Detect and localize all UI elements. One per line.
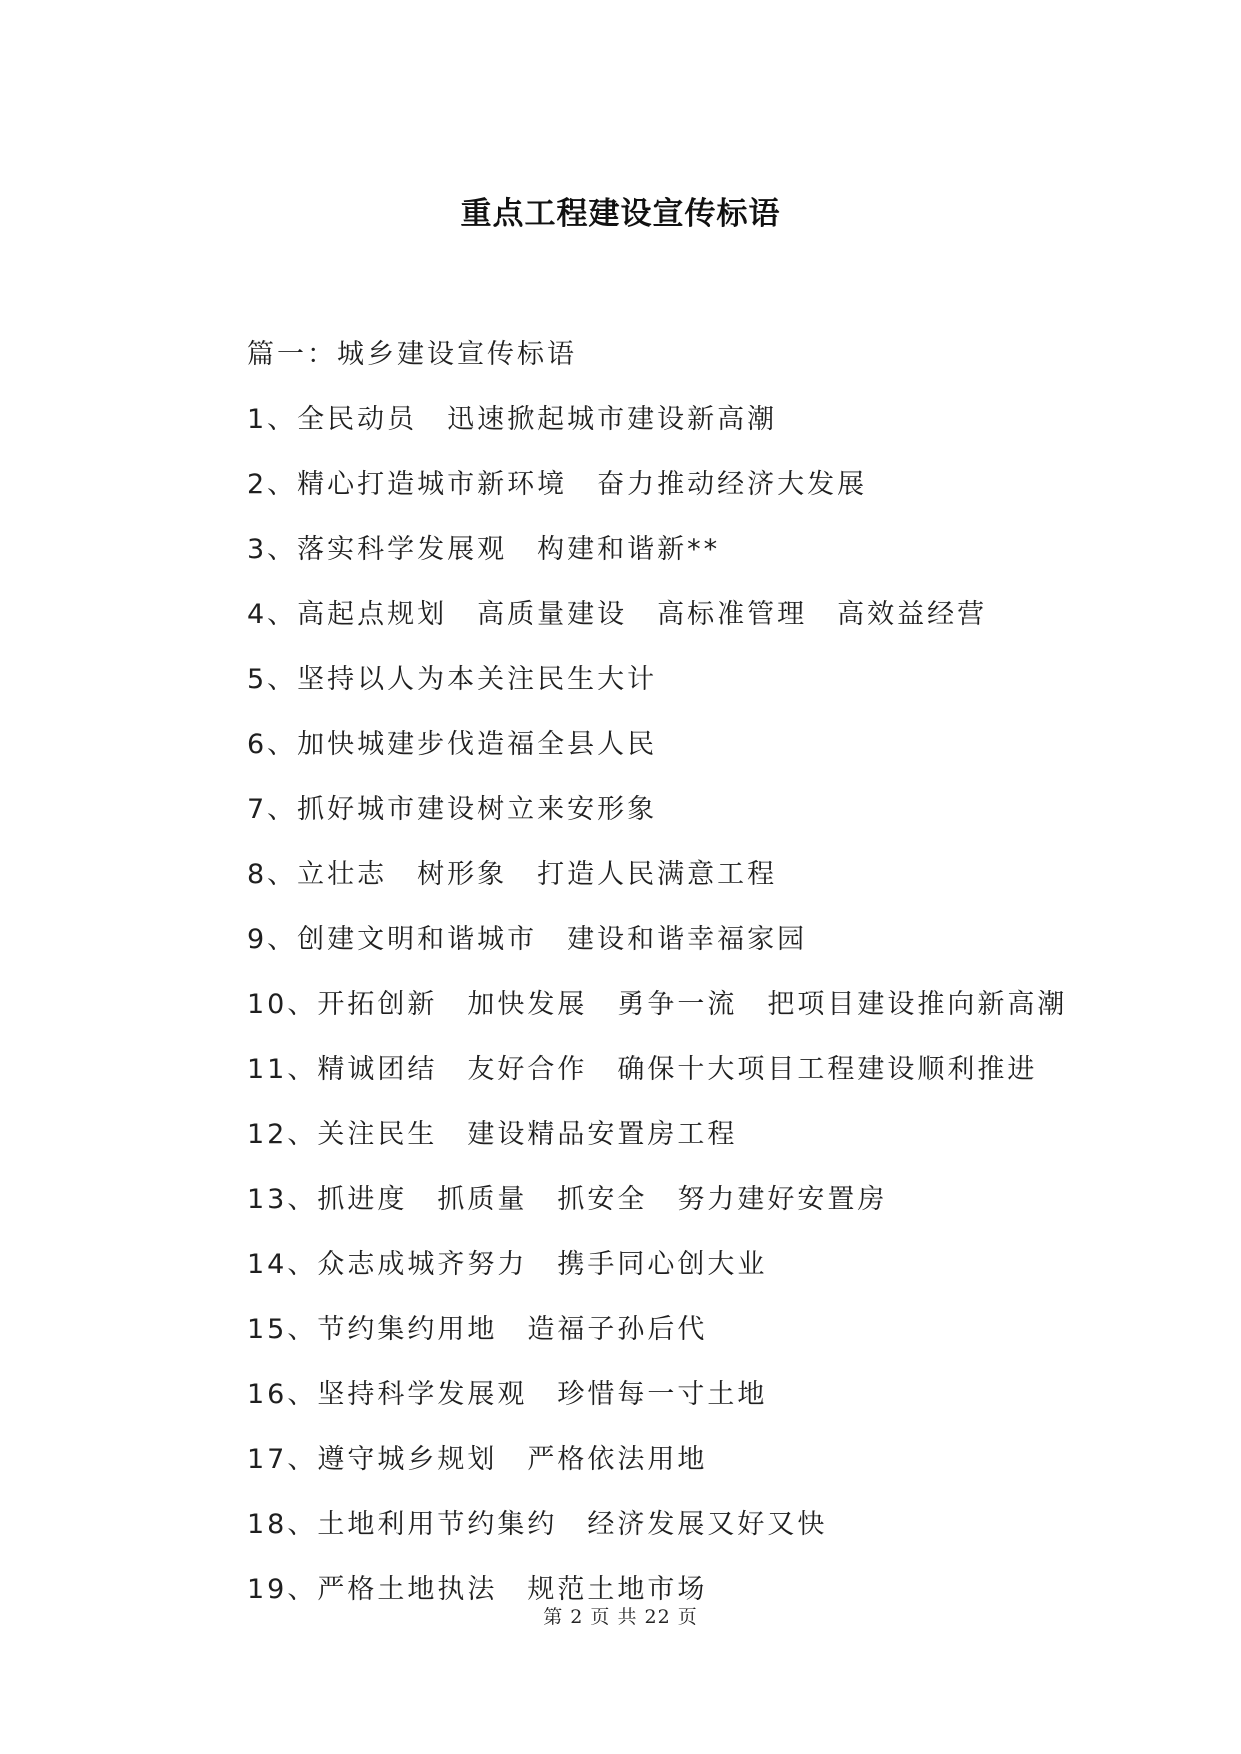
slogan-item-13: 13、抓进度 抓质量 抓安全 努力建好安置房 (247, 1184, 888, 1215)
slogan-item-5: 5、坚持以人为本关注民生大计 (247, 664, 658, 695)
slogan-item-7: 7、抓好城市建设树立来安形象 (247, 794, 658, 825)
slogan-item-3: 3、落实科学发展观 构建和谐新** (247, 534, 721, 565)
slogan-list (247, 387, 1147, 1622)
slogan-item-10: 10、开拓创新 加快发展 勇争一流 把项目建设推向新高潮 (247, 989, 1068, 1020)
slogan-item-19: 19、严格土地执法 规范土地市场 (247, 1574, 708, 1605)
slogan-item-15: 15、节约集约用地 造福子孙后代 (247, 1314, 708, 1345)
document-title: 重点工程建设宣传标语 (460, 196, 781, 232)
slogan-item-1: 1、全民动员 迅速掀起城市建设新高潮 (247, 404, 778, 435)
section-heading: 篇一：城乡建设宣传标语 (247, 339, 577, 370)
slogan-item-12: 12、关注民生 建设精品安置房工程 (247, 1119, 738, 1150)
slogan-item-6: 6、加快城建步伐造福全县人民 (247, 729, 658, 760)
slogan-item-17: 17、遵守城乡规划 严格依法用地 (247, 1444, 708, 1475)
slogan-item-4: 4、高起点规划 高质量建设 高标准管理 高效益经营 (247, 599, 988, 630)
slogan-item-2: 2、精心打造城市新环境 奋力推动经济大发展 (247, 469, 868, 500)
slogan-item-16: 16、坚持科学发展观 珍惜每一寸土地 (247, 1379, 768, 1410)
document-body (247, 322, 1147, 1622)
slogan-item-18: 18、土地利用节约集约 经济发展又好又快 (247, 1509, 828, 1540)
slogan-item-9: 9、创建文明和谐城市 建设和谐幸福家园 (247, 924, 808, 955)
slogan-item-11: 11、精诚团结 友好合作 确保十大项目工程建设顺利推进 (247, 1054, 1038, 1085)
slogan-item-14: 14、众志成城齐努力 携手同心创大业 (247, 1249, 768, 1280)
slogan-item-8: 8、立壮志 树形象 打造人民满意工程 (247, 859, 778, 890)
page-number-footer: 第 2 页 共 22 页 (543, 1606, 698, 1628)
